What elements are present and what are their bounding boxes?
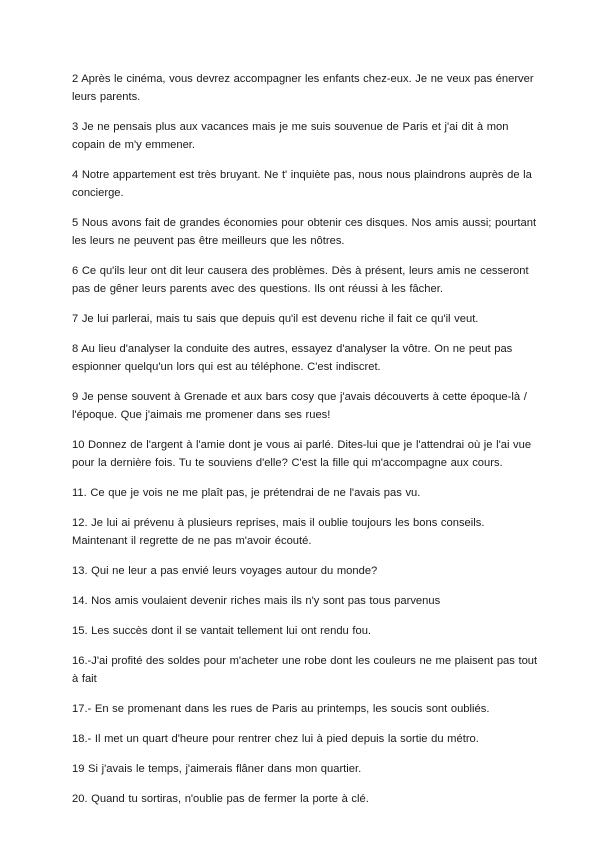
sentence-5: 5 Nous avons fait de grandes économies pour obtenir ces disques. Nos amis aussi; pourtant les leurs ne peuvent pas être meilleurs que les nôtres. bbox=[72, 217, 537, 247]
sentence-18: 18.- Il met un quart d'heure pour rentrer chez lui à pied depuis la sortie du métro. bbox=[72, 733, 479, 745]
sentence-3: 3 Je ne pensais plus aux vacances mais je me suis souvenue de Paris et j'ai dit à mon copain de m'y emmener. bbox=[72, 121, 509, 151]
sentence-2: 2 Après le cinéma, vous devrez accompagner les enfants chez-eux. Je ne veux pas énerver leurs parents. bbox=[72, 73, 534, 103]
sentence-19: 19 Si j'avais le temps, j'aimerais flâner dans mon quartier. bbox=[72, 763, 362, 775]
sentence-13: 13. Qui ne leur a pas envié leurs voyages autour du monde? bbox=[72, 565, 378, 577]
sentence-7: 7 Je lui parlerai, mais tu sais que depuis qu'il est devenu riche il fait ce qu'il veut. bbox=[72, 313, 479, 325]
sentence-10: 10 Donnez de l'argent à l'amie dont je vous ai parlé. Dites-lui que je l'attendrai où je l'ai vue pour la dernière fois. Tu te souviens d'elle? C'est la fille qui m'accompagne aux cours. bbox=[72, 439, 532, 469]
sentence-8: 8 Au lieu d'analyser la conduite des autres, essayez d'analyser la vôtre. On ne peut pas espionner quelqu'un lors qui est au téléphone. C'est indiscret. bbox=[72, 343, 513, 373]
sentence-15: 15. Les succès dont il se vantait tellement lui ont rendu fou. bbox=[72, 625, 372, 637]
sentence-9: 9 Je pense souvent à Grenade et aux bars cosy que j'avais découverts à cette époque-là / l'époque. Que j'aimais me promener dans ses rues! bbox=[72, 391, 527, 421]
document-page bbox=[72, 70, 542, 820]
sentence-12: 12. Je lui ai prévenu à plusieurs reprises, mais il oublie toujours les bons conseils. Maintenant il regrette de ne pas m'avoir écouté. bbox=[72, 517, 485, 547]
sentence-14: 14. Nos amis voulaient devenir riches mais ils n'y sont pas tous parvenus bbox=[72, 595, 441, 607]
sentence-17: 17.- En se promenant dans les rues de Paris au printemps, les soucis sont oubliés. bbox=[72, 703, 490, 715]
sentence-6: 6 Ce qu'ils leur ont dit leur causera des problèmes. Dès à présent, leurs amis ne cesseront pas de gêner leurs parents avec des questions. Ils ont réussi à les fâcher. bbox=[72, 265, 529, 295]
sentence-16: 16.-J'ai profité des soldes pour m'acheter une robe dont les couleurs ne me plaisent pas tout à fait bbox=[72, 655, 538, 685]
sentence-4: 4 Notre appartement est très bruyant. Ne t' inquiète pas, nous nous plaindrons auprès de la concierge. bbox=[72, 169, 532, 199]
sentence-11: 11. Ce que je vois ne me plaît pas, je prétendrai de ne l'avais pas vu. bbox=[72, 487, 421, 499]
sentence-20: 20. Quand tu sortiras, n'oublie pas de fermer la porte à clé. bbox=[72, 793, 369, 805]
